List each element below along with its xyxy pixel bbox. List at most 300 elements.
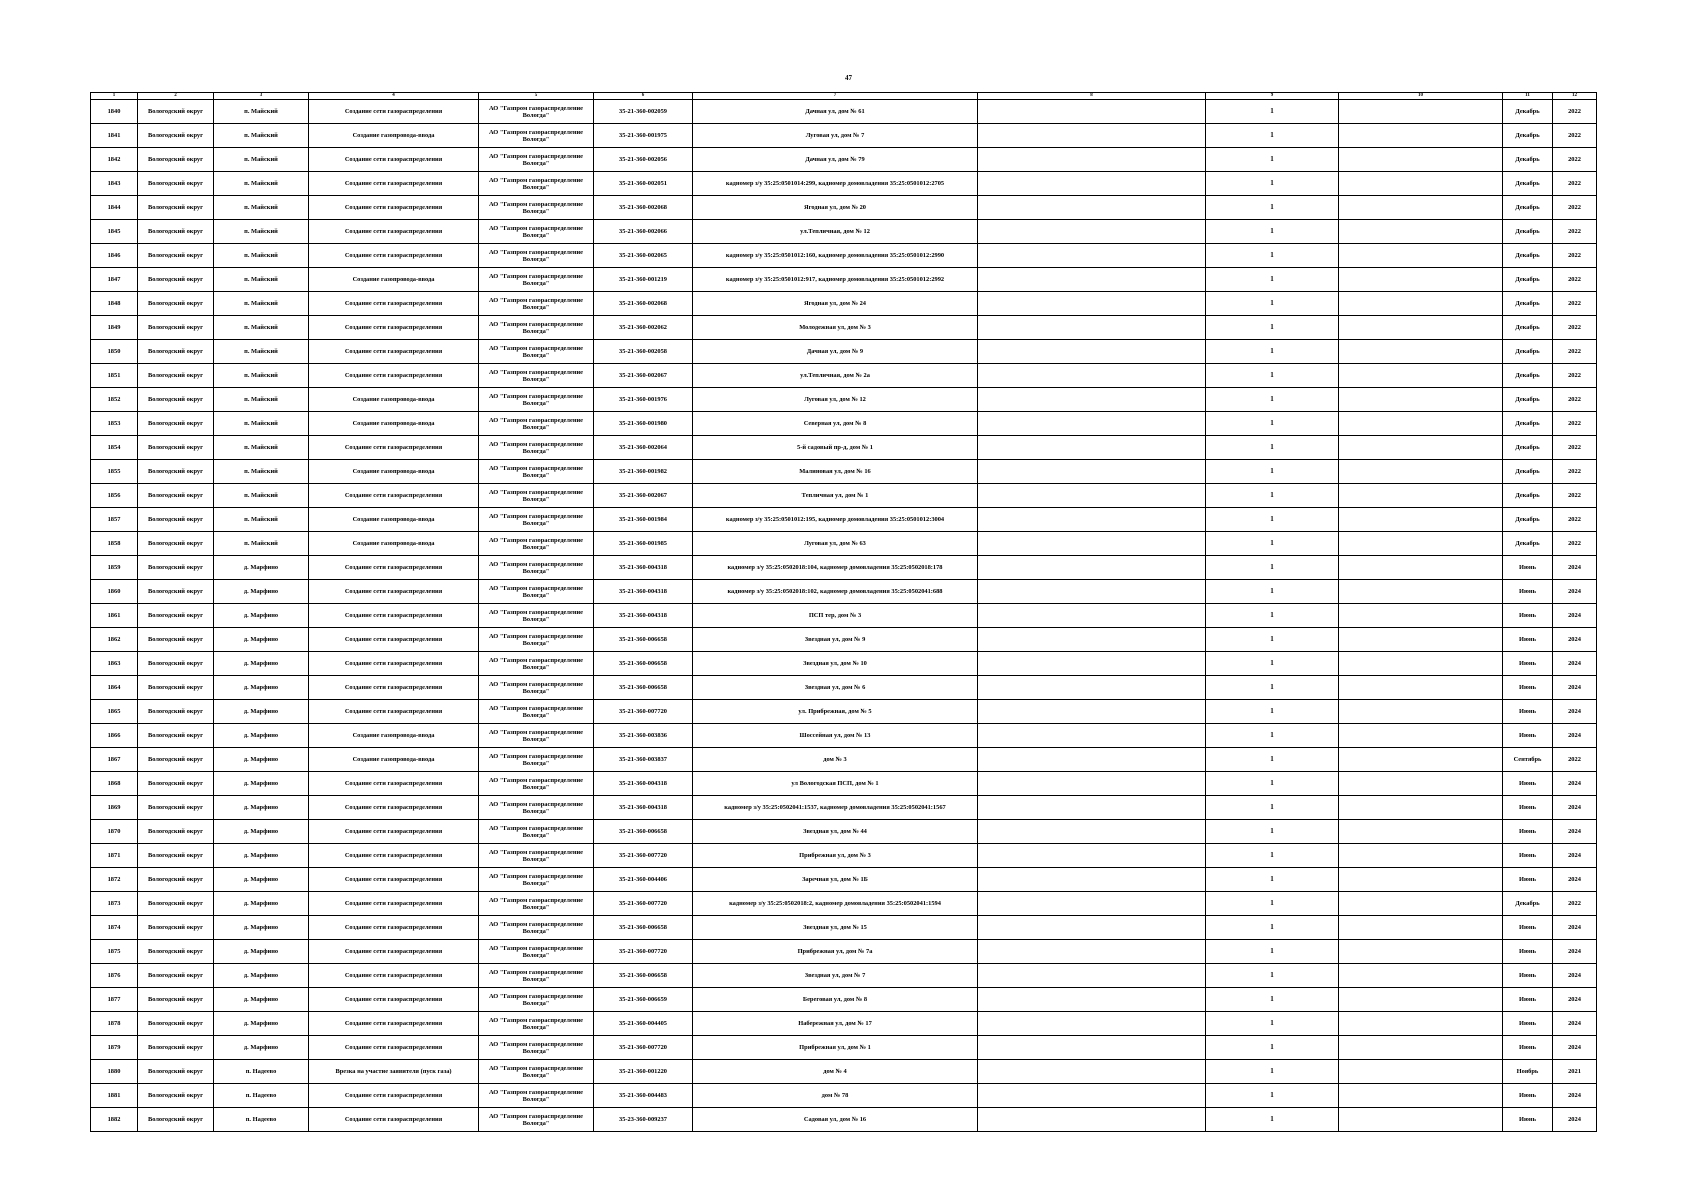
district-cell: Вологодский округ	[138, 172, 214, 196]
settlement-cell: п. Майский	[214, 268, 309, 292]
application-number-cell: 35-21-360-002067	[594, 364, 693, 388]
col-10-cell	[1339, 892, 1503, 916]
work-type-cell: Создание сети газораспределения	[309, 868, 479, 892]
organization-cell: АО "Газпром газораспределение Вологда"	[479, 916, 594, 940]
organization-cell: АО "Газпром газораспределение Вологда"	[479, 580, 594, 604]
settlement-cell: д. Марфино	[214, 1036, 309, 1060]
row-number-cell: 1856	[91, 484, 138, 508]
address-cell: Ягодная ул, дом № 20	[693, 196, 978, 220]
settlement-cell: д. Марфино	[214, 700, 309, 724]
month-cell: Декабрь	[1503, 364, 1553, 388]
address-cell: Береговая ул, дом № 8	[693, 988, 978, 1012]
address-cell: кадномер з/у 35:25:0501014:299, кадномер домовладения 35:25:0501012:2705	[693, 172, 978, 196]
month-cell: Декабрь	[1503, 460, 1553, 484]
col-10-cell	[1339, 820, 1503, 844]
table-row	[91, 340, 1597, 364]
work-type-cell: Создание сети газораспределения	[309, 1036, 479, 1060]
settlement-cell: п. Майский	[214, 292, 309, 316]
table-row	[91, 988, 1597, 1012]
application-number-cell: 35-21-360-007720	[594, 700, 693, 724]
work-type-cell: Создание сети газораспределения	[309, 628, 479, 652]
row-number-cell: 1873	[91, 892, 138, 916]
table-row	[91, 1084, 1597, 1108]
address-cell: Шоссейная ул, дом № 13	[693, 724, 978, 748]
address-cell: Луговая ул, дом № 63	[693, 532, 978, 556]
col-10-cell	[1339, 124, 1503, 148]
col-10-cell	[1339, 460, 1503, 484]
month-cell: Декабрь	[1503, 316, 1553, 340]
settlement-cell: п. Надеево	[214, 1060, 309, 1084]
col-8-cell	[978, 172, 1206, 196]
count-cell: 1	[1206, 532, 1339, 556]
col-8-cell	[978, 892, 1206, 916]
month-cell: Июнь	[1503, 940, 1553, 964]
year-cell: 2024	[1553, 772, 1597, 796]
district-cell: Вологодский округ	[138, 268, 214, 292]
column-number-10: 10	[1339, 93, 1503, 100]
settlement-cell: д. Марфино	[214, 772, 309, 796]
table-row	[91, 1012, 1597, 1036]
count-cell: 1	[1206, 844, 1339, 868]
col-8-cell	[978, 772, 1206, 796]
row-number-cell: 1864	[91, 676, 138, 700]
address-cell: кадномер з/у 35:25:0501012:917, кадномер домовладения 35:25:0501012:2992	[693, 268, 978, 292]
application-number-cell: 35-21-360-002051	[594, 172, 693, 196]
organization-cell: АО "Газпром газораспределение Вологда"	[479, 964, 594, 988]
work-type-cell: Врезка на участие заявителя (пуск газа)	[309, 1060, 479, 1084]
work-type-cell: Создание сети газораспределения	[309, 916, 479, 940]
address-cell: дом № 4	[693, 1060, 978, 1084]
month-cell: Декабрь	[1503, 172, 1553, 196]
month-cell: Декабрь	[1503, 340, 1553, 364]
table-row	[91, 796, 1597, 820]
row-number-cell: 1868	[91, 772, 138, 796]
month-cell: Июнь	[1503, 1084, 1553, 1108]
col-8-cell	[978, 1036, 1206, 1060]
month-cell: Июнь	[1503, 604, 1553, 628]
district-cell: Вологодский округ	[138, 556, 214, 580]
month-cell: Декабрь	[1503, 892, 1553, 916]
district-cell: Вологодский округ	[138, 1108, 214, 1132]
table-row	[91, 268, 1597, 292]
year-cell: 2024	[1553, 724, 1597, 748]
count-cell: 1	[1206, 148, 1339, 172]
col-8-cell	[978, 580, 1206, 604]
application-number-cell: 35-21-360-007720	[594, 844, 693, 868]
settlement-cell: п. Майский	[214, 484, 309, 508]
application-number-cell: 35-21-360-001982	[594, 460, 693, 484]
month-cell: Июнь	[1503, 628, 1553, 652]
year-cell: 2022	[1553, 508, 1597, 532]
row-number-cell: 1861	[91, 604, 138, 628]
district-cell: Вологодский округ	[138, 676, 214, 700]
count-cell: 1	[1206, 196, 1339, 220]
col-10-cell	[1339, 988, 1503, 1012]
table-row	[91, 1108, 1597, 1132]
count-cell: 1	[1206, 1084, 1339, 1108]
work-type-cell: Создание сети газораспределения	[309, 1084, 479, 1108]
month-cell: Июнь	[1503, 868, 1553, 892]
application-number-cell: 35-21-360-002062	[594, 316, 693, 340]
col-10-cell	[1339, 316, 1503, 340]
col-8-cell	[978, 868, 1206, 892]
address-cell: Луговая ул, дом № 7	[693, 124, 978, 148]
col-10-cell	[1339, 388, 1503, 412]
month-cell: Сентябрь	[1503, 748, 1553, 772]
col-8-cell	[978, 700, 1206, 724]
address-cell: ул.Тепличная, дом № 2а	[693, 364, 978, 388]
district-cell: Вологодский округ	[138, 892, 214, 916]
count-cell: 1	[1206, 988, 1339, 1012]
year-cell: 2022	[1553, 268, 1597, 292]
district-cell: Вологодский округ	[138, 940, 214, 964]
organization-cell: АО "Газпром газораспределение Вологда"	[479, 268, 594, 292]
year-cell: 2022	[1553, 892, 1597, 916]
year-cell: 2022	[1553, 484, 1597, 508]
settlement-cell: д. Марфино	[214, 556, 309, 580]
count-cell: 1	[1206, 796, 1339, 820]
work-type-cell: Создание сети газораспределения	[309, 364, 479, 388]
address-cell: Ягодная ул, дом № 24	[693, 292, 978, 316]
settlement-cell: д. Марфино	[214, 652, 309, 676]
organization-cell: АО "Газпром газораспределение Вологда"	[479, 148, 594, 172]
table-row	[91, 244, 1597, 268]
col-10-cell	[1339, 436, 1503, 460]
col-8-cell	[978, 988, 1206, 1012]
month-cell: Июнь	[1503, 772, 1553, 796]
work-type-cell: Создание сети газораспределения	[309, 244, 479, 268]
row-number-cell: 1855	[91, 460, 138, 484]
settlement-cell: п. Майский	[214, 244, 309, 268]
organization-cell: АО "Газпром газораспределение Вологда"	[479, 748, 594, 772]
table-row	[91, 100, 1597, 124]
application-number-cell: 35-21-360-006659	[594, 988, 693, 1012]
month-cell: Июнь	[1503, 676, 1553, 700]
year-cell: 2022	[1553, 748, 1597, 772]
year-cell: 2022	[1553, 220, 1597, 244]
application-number-cell: 35-21-360-001219	[594, 268, 693, 292]
table-row	[91, 364, 1597, 388]
month-cell: Ноябрь	[1503, 1060, 1553, 1084]
row-number-cell: 1880	[91, 1060, 138, 1084]
district-cell: Вологодский округ	[138, 412, 214, 436]
month-cell: Июнь	[1503, 988, 1553, 1012]
col-8-cell	[978, 724, 1206, 748]
col-8-cell	[978, 484, 1206, 508]
month-cell: Декабрь	[1503, 412, 1553, 436]
settlement-cell: д. Марфино	[214, 988, 309, 1012]
settlement-cell: д. Марфино	[214, 580, 309, 604]
year-cell: 2024	[1553, 676, 1597, 700]
year-cell: 2024	[1553, 964, 1597, 988]
district-cell: Вологодский округ	[138, 796, 214, 820]
work-type-cell: Создание газопровода-ввода	[309, 388, 479, 412]
work-type-cell: Создание сети газораспределения	[309, 604, 479, 628]
col-10-cell	[1339, 508, 1503, 532]
organization-cell: АО "Газпром газораспределение Вологда"	[479, 940, 594, 964]
row-number-cell: 1843	[91, 172, 138, 196]
district-cell: Вологодский округ	[138, 844, 214, 868]
application-number-cell: 35-21-360-004405	[594, 1012, 693, 1036]
year-cell: 2022	[1553, 340, 1597, 364]
table-row	[91, 196, 1597, 220]
count-cell: 1	[1206, 292, 1339, 316]
col-8-cell	[978, 796, 1206, 820]
month-cell: Июнь	[1503, 916, 1553, 940]
settlement-cell: п. Майский	[214, 196, 309, 220]
table-row	[91, 676, 1597, 700]
table-row	[91, 220, 1597, 244]
month-cell: Июнь	[1503, 652, 1553, 676]
count-cell: 1	[1206, 340, 1339, 364]
col-8-cell	[978, 364, 1206, 388]
year-cell: 2022	[1553, 364, 1597, 388]
address-cell: Звездная ул, дом № 15	[693, 916, 978, 940]
row-number-cell: 1862	[91, 628, 138, 652]
count-cell: 1	[1206, 964, 1339, 988]
district-cell: Вологодский округ	[138, 820, 214, 844]
month-cell: Июнь	[1503, 700, 1553, 724]
address-cell: кадномер з/у 35:25:0502018:102, кадномер домовладения 35:25:0502041:688	[693, 580, 978, 604]
row-number-cell: 1852	[91, 388, 138, 412]
count-cell: 1	[1206, 940, 1339, 964]
count-cell: 1	[1206, 220, 1339, 244]
col-8-cell	[978, 844, 1206, 868]
application-number-cell: 35-21-360-007720	[594, 892, 693, 916]
work-type-cell: Создание сети газораспределения	[309, 772, 479, 796]
settlement-cell: д. Марфино	[214, 1012, 309, 1036]
district-cell: Вологодский округ	[138, 916, 214, 940]
district-cell: Вологодский округ	[138, 100, 214, 124]
work-type-cell: Создание сети газораспределения	[309, 1108, 479, 1132]
col-10-cell	[1339, 916, 1503, 940]
address-cell: Северная ул, дом № 8	[693, 412, 978, 436]
organization-cell: АО "Газпром газораспределение Вологда"	[479, 316, 594, 340]
row-number-cell: 1840	[91, 100, 138, 124]
column-number-7: 7	[693, 93, 978, 100]
month-cell: Июнь	[1503, 964, 1553, 988]
district-cell: Вологодский округ	[138, 292, 214, 316]
row-number-cell: 1867	[91, 748, 138, 772]
col-10-cell	[1339, 100, 1503, 124]
row-number-cell: 1841	[91, 124, 138, 148]
district-cell: Вологодский округ	[138, 388, 214, 412]
month-cell: Декабрь	[1503, 220, 1553, 244]
settlement-cell: д. Марфино	[214, 748, 309, 772]
application-number-cell: 35-21-360-004406	[594, 868, 693, 892]
year-cell: 2024	[1553, 1084, 1597, 1108]
address-cell: ул Вологодская ПСП, дом № 1	[693, 772, 978, 796]
year-cell: 2024	[1553, 844, 1597, 868]
district-cell: Вологодский округ	[138, 1060, 214, 1084]
table-row	[91, 844, 1597, 868]
district-cell: Вологодский округ	[138, 340, 214, 364]
count-cell: 1	[1206, 892, 1339, 916]
address-cell: Прибрежная ул, дом № 1	[693, 1036, 978, 1060]
organization-cell: АО "Газпром газораспределение Вологда"	[479, 1036, 594, 1060]
table-row	[91, 652, 1597, 676]
page-number: 47	[845, 74, 852, 82]
settlement-cell: д. Марфино	[214, 892, 309, 916]
col-8-cell	[978, 940, 1206, 964]
organization-cell: АО "Газпром газораспределение Вологда"	[479, 772, 594, 796]
count-cell: 1	[1206, 364, 1339, 388]
table-row	[91, 556, 1597, 580]
address-cell: кадномер з/у 35:25:0502041:1537, кадномер домовладения 35:25:0502041:1567	[693, 796, 978, 820]
application-number-cell: 35-21-360-004318	[594, 796, 693, 820]
address-cell: Дачная ул, дом № 79	[693, 148, 978, 172]
year-cell: 2022	[1553, 436, 1597, 460]
col-8-cell	[978, 1012, 1206, 1036]
count-cell: 1	[1206, 556, 1339, 580]
col-8-cell	[978, 1060, 1206, 1084]
month-cell: Декабрь	[1503, 484, 1553, 508]
count-cell: 1	[1206, 268, 1339, 292]
col-10-cell	[1339, 412, 1503, 436]
year-cell: 2022	[1553, 244, 1597, 268]
work-type-cell: Создание газопровода-ввода	[309, 412, 479, 436]
organization-cell: АО "Газпром газораспределение Вологда"	[479, 388, 594, 412]
application-number-cell: 35-21-360-004318	[594, 604, 693, 628]
count-cell: 1	[1206, 604, 1339, 628]
year-cell: 2024	[1553, 652, 1597, 676]
col-8-cell	[978, 676, 1206, 700]
settlement-cell: п. Майский	[214, 508, 309, 532]
month-cell: Июнь	[1503, 556, 1553, 580]
col-8-cell	[978, 964, 1206, 988]
col-8-cell	[978, 220, 1206, 244]
organization-cell: АО "Газпром газораспределение Вологда"	[479, 172, 594, 196]
settlement-cell: п. Майский	[214, 412, 309, 436]
table-row	[91, 820, 1597, 844]
application-number-cell: 35-23-360-009237	[594, 1108, 693, 1132]
settlement-cell: д. Марфино	[214, 628, 309, 652]
application-number-cell: 35-21-360-001975	[594, 124, 693, 148]
month-cell: Июнь	[1503, 820, 1553, 844]
count-cell: 1	[1206, 316, 1339, 340]
year-cell: 2022	[1553, 316, 1597, 340]
district-cell: Вологодский округ	[138, 484, 214, 508]
year-cell: 2022	[1553, 412, 1597, 436]
work-type-cell: Создание сети газораспределения	[309, 340, 479, 364]
district-cell: Вологодский округ	[138, 964, 214, 988]
col-10-cell	[1339, 1060, 1503, 1084]
count-cell: 1	[1206, 1108, 1339, 1132]
year-cell: 2022	[1553, 172, 1597, 196]
col-10-cell	[1339, 1108, 1503, 1132]
month-cell: Июнь	[1503, 1036, 1553, 1060]
month-cell: Декабрь	[1503, 388, 1553, 412]
district-cell: Вологодский округ	[138, 532, 214, 556]
table-row	[91, 628, 1597, 652]
settlement-cell: д. Марфино	[214, 820, 309, 844]
address-cell: кадномер з/у 35:25:0502018:2, кадномер домовладения 35:25:0502041:1594	[693, 892, 978, 916]
settlement-cell: д. Марфино	[214, 604, 309, 628]
district-cell: Вологодский округ	[138, 460, 214, 484]
district-cell: Вологодский округ	[138, 436, 214, 460]
col-8-cell	[978, 388, 1206, 412]
work-type-cell: Создание сети газораспределения	[309, 964, 479, 988]
col-10-cell	[1339, 1036, 1503, 1060]
month-cell: Декабрь	[1503, 268, 1553, 292]
application-number-cell: 35-21-360-002056	[594, 148, 693, 172]
address-cell: кадномер з/у 35:25:0502018:104, кадномер домовладения 35:25:0502018:178	[693, 556, 978, 580]
application-number-cell: 35-21-360-001220	[594, 1060, 693, 1084]
col-8-cell	[978, 124, 1206, 148]
col-10-cell	[1339, 700, 1503, 724]
organization-cell: АО "Газпром газораспределение Вологда"	[479, 412, 594, 436]
row-number-cell: 1859	[91, 556, 138, 580]
application-number-cell: 35-21-360-002064	[594, 436, 693, 460]
application-number-cell: 35-21-360-003836	[594, 724, 693, 748]
district-cell: Вологодский округ	[138, 124, 214, 148]
data-table	[90, 92, 1597, 1132]
col-10-cell	[1339, 652, 1503, 676]
address-cell: Набережная ул, дом № 17	[693, 1012, 978, 1036]
year-cell: 2024	[1553, 556, 1597, 580]
work-type-cell: Создание газопровода-ввода	[309, 508, 479, 532]
year-cell: 2024	[1553, 1036, 1597, 1060]
application-number-cell: 35-21-360-006658	[594, 676, 693, 700]
col-8-cell	[978, 460, 1206, 484]
application-number-cell: 35-21-360-002067	[594, 484, 693, 508]
month-cell: Декабрь	[1503, 148, 1553, 172]
address-cell: Малиновая ул, дом № 16	[693, 460, 978, 484]
organization-cell: АО "Газпром газораспределение Вологда"	[479, 676, 594, 700]
work-type-cell: Создание сети газораспределения	[309, 172, 479, 196]
col-10-cell	[1339, 676, 1503, 700]
application-number-cell: 35-21-360-004483	[594, 1084, 693, 1108]
table-row	[91, 772, 1597, 796]
row-number-cell: 1844	[91, 196, 138, 220]
application-number-cell: 35-21-360-006658	[594, 628, 693, 652]
district-cell: Вологодский округ	[138, 1012, 214, 1036]
application-number-cell: 35-21-360-002059	[594, 100, 693, 124]
work-type-cell: Создание сети газораспределения	[309, 820, 479, 844]
district-cell: Вологодский округ	[138, 196, 214, 220]
year-cell: 2021	[1553, 1060, 1597, 1084]
column-number-11: 11	[1503, 93, 1553, 100]
organization-cell: АО "Газпром газораспределение Вологда"	[479, 700, 594, 724]
application-number-cell: 35-21-360-002065	[594, 244, 693, 268]
work-type-cell: Создание газопровода-ввода	[309, 124, 479, 148]
col-10-cell	[1339, 1012, 1503, 1036]
application-number-cell: 35-21-360-007720	[594, 1036, 693, 1060]
address-cell: Молодежная ул, дом № 3	[693, 316, 978, 340]
district-cell: Вологодский округ	[138, 700, 214, 724]
col-10-cell	[1339, 172, 1503, 196]
organization-cell: АО "Газпром газораспределение Вологда"	[479, 1108, 594, 1132]
application-number-cell: 35-21-360-002058	[594, 340, 693, 364]
district-cell: Вологодский округ	[138, 772, 214, 796]
month-cell: Июнь	[1503, 580, 1553, 604]
settlement-cell: д. Марфино	[214, 676, 309, 700]
settlement-cell: п. Майский	[214, 100, 309, 124]
col-10-cell	[1339, 628, 1503, 652]
table-row	[91, 436, 1597, 460]
row-number-cell: 1860	[91, 580, 138, 604]
organization-cell: АО "Газпром газораспределение Вологда"	[479, 604, 594, 628]
district-cell: Вологодский округ	[138, 508, 214, 532]
work-type-cell: Создание газопровода-ввода	[309, 532, 479, 556]
year-cell: 2024	[1553, 820, 1597, 844]
organization-cell: АО "Газпром газораспределение Вологда"	[479, 1012, 594, 1036]
work-type-cell: Создание сети газораспределения	[309, 940, 479, 964]
work-type-cell: Создание сети газораспределения	[309, 220, 479, 244]
district-cell: Вологодский округ	[138, 1084, 214, 1108]
row-number-cell: 1847	[91, 268, 138, 292]
col-10-cell	[1339, 580, 1503, 604]
